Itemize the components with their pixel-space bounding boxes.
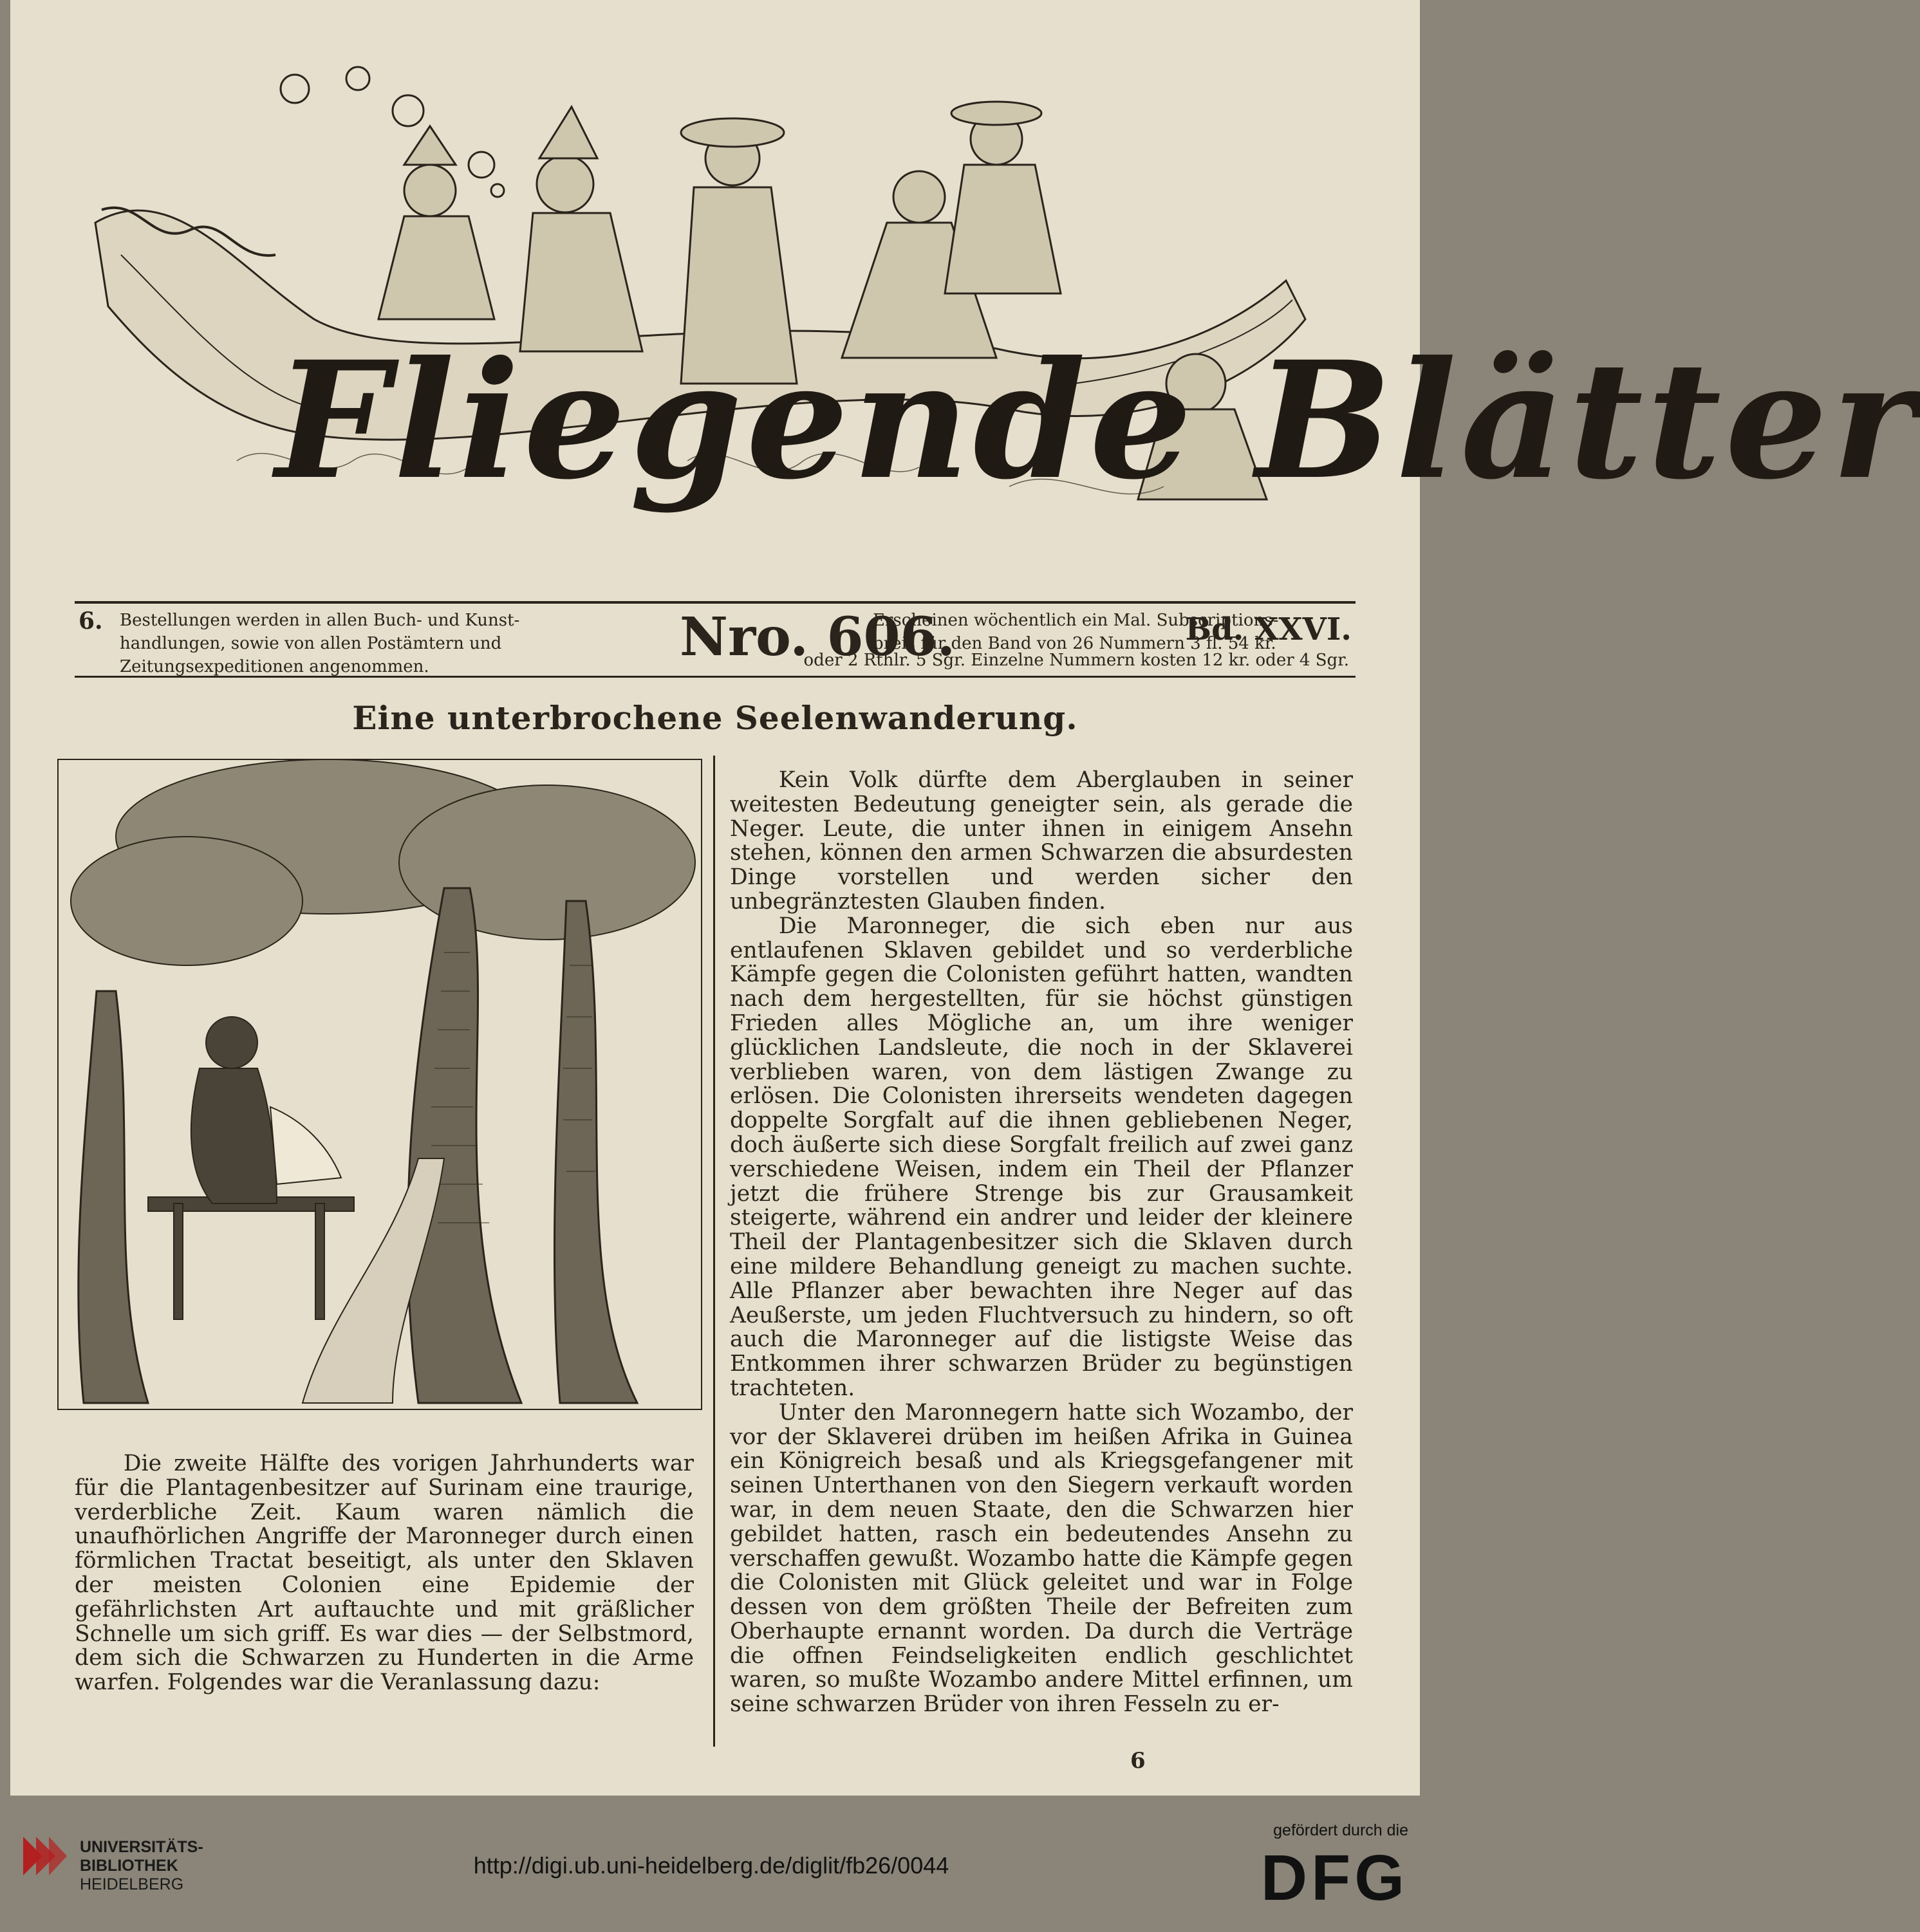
article-illustration	[58, 759, 702, 1409]
paragraph: Die Maronneger, die sich eben nur aus entlaufenen Sklaven gebildet und so verderbliche Kämpfe gegen die Colonisten geführt hatten, wandten nach dem hergestellten, für sie höchst günstigen Frieden alles Mögliche an, um ihre weniger glücklichen Landsleute, die noch in der Sklaverei verblieben waren, von dem lästigen Zwange zu erlösen. Die Colonisten ihrerseits wendeten dagegen doppelte Sorgfalt auf die ihnen gebliebenen Neger, doch äußerte sich diese Sorgfalt freilich auf zwei ganz verschiedene Weisen, indem ein Theil der Pflanzer jetzt die frühere Strenge bis zur Grausamkeit steigerte, während ein andrer und leider der kleinere Theil der Plantagenbesitzer sich die Sklaven durch eine mildere Behandlung geneigt zu machen suchte. Alle Pflanzer aber bewachten ihre Neger auf das Aeußerste, um jeden Fluchtversuch zu hindern, so oft auch die Maronneger auf die listigste Weise das Entkommen ihrer schwarzen Brüder zu begünstigen trachteten.	[730, 913, 1353, 1401]
right-column-text	[730, 768, 1353, 1717]
volume-label: Bd. XXVI.	[1185, 611, 1352, 647]
subscription-line: Erscheinen wöchentlich ein Mal. Subscriptions-	[873, 611, 1279, 630]
funded-by-label: gefördert durch die	[1273, 1821, 1408, 1839]
paragraph: Die zweite Hälfte des vorigen Jahrhunderts war für die Plantagenbesitzer auf Surinam eine traurige, verderbliche Zeit. Kaum waren nämlich die unaufhörlichen Angriffe der Maronneger durch einen förmlichen Tractat beseitigt, als unter den Sklaven der meisten Colonien eine Epidemie der gefährlichsten Art auftauchte und mit gräßlicher Schnelle um sich griff. Es war dies — der Selbstmord, dem sich die Schwarzen zu Hunderten in die Arme warfen. Folgendes war die Veranlassung dazu:	[75, 1451, 694, 1696]
masthead-title: Fliegende Blätter	[275, 326, 1920, 515]
column-divider	[713, 756, 715, 1747]
issue-sheet-number: 6.	[79, 608, 103, 635]
library-city: HEIDELBERG	[80, 1875, 184, 1893]
newspaper-page	[10, 0, 1920, 1796]
article-headline: Eine unterbrochene Seelenwanderung.	[352, 699, 1078, 737]
order-line: Bestellungen werden in allen Buch- und Kunst-	[120, 611, 520, 630]
dfg-logo: DFG	[1260, 1842, 1408, 1914]
library-name-line: UNIVERSITÄTS-	[80, 1838, 203, 1856]
price-info: oder 2 Rthlr. 5 Sgr. Einzelne Nummern kosten 12 kr. oder 4 Sgr.	[803, 651, 1349, 670]
permalink-url[interactable]: http://digi.ub.uni-heidelberg.de/diglit/fb26/0044	[473, 1852, 949, 1879]
forest-scene-illustration	[58, 759, 702, 1409]
subscription-line: preis für den Band von 26 Nummern 3 fl. 54 kr.	[873, 634, 1276, 653]
paragraph: Kein Volk dürfte dem Aberglauben in seiner weitesten Bedeutung geneigter sein, als gerade die Neger. Leute, die unter ihnen in einigem Ansehn stehen, können den armen Schwarzen die absurdesten Dinge vorstellen und werden sicher den unbegränztesten Glauben finden.	[730, 767, 1353, 915]
library-name-line: BIBLIOTHEK	[80, 1857, 178, 1875]
order-line: Zeitungsexpeditionen angenommen.	[120, 657, 429, 676]
order-info	[120, 609, 660, 678]
paragraph: Unter den Maronnegern hatte sich Wozambo, der vor der Sklaverei drüben im heißen Afrika in Guinea ein Königreich besaß und als Kriegsgefangener mit seinen Unterthanen von den Siegern verkauft worden war, in dem neuen Staate, den die Schwarzen hier gebildet hatten, rasch ein bedeutendes Ansehn zu verschaffen gewußt. Wozambo hatte die Kämpfe gegen die Colonisten mit Glück geleitet und war in Folge dessen von dem größten Theile der Befreiten zum Oberhaupte ernannt worden. Da durch die Verträge die offnen Feindseligkeiten endlich geschlichtet waren, so mußte Wozambo andere Mittel erfinnen, um seine schwarzen Brüder von ihren Fesseln zu er-	[730, 1399, 1353, 1718]
page-number: 6	[1130, 1748, 1146, 1774]
footer-bar	[0, 1796, 1422, 1932]
left-column-text	[75, 1452, 694, 1695]
masthead	[44, 49, 1920, 595]
issue-number: Nro. 606.	[680, 606, 956, 668]
order-line: handlungen, sowie von allen Postämtern und	[120, 634, 502, 653]
issue-info-bar	[75, 601, 1356, 678]
